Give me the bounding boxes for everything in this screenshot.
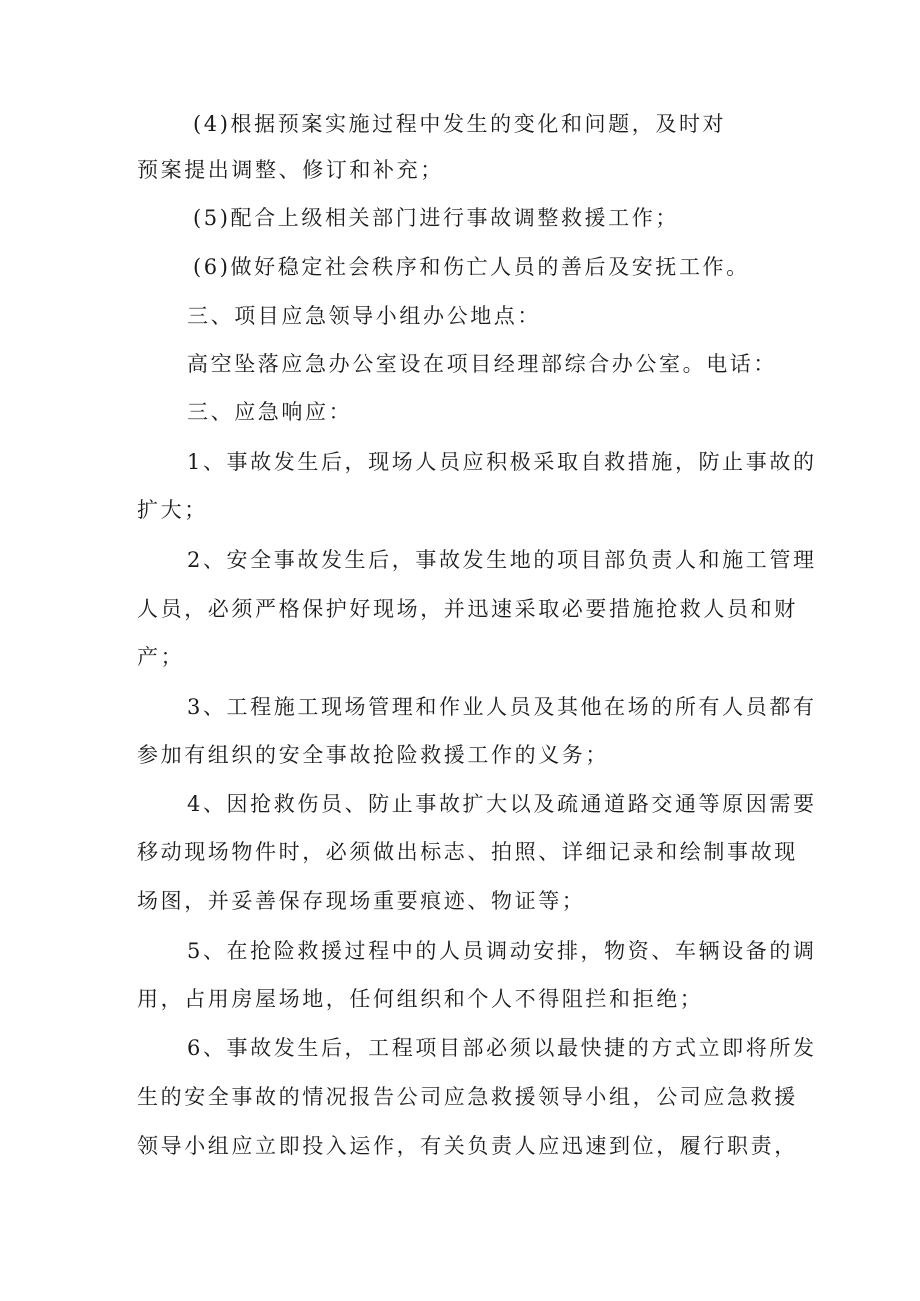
paragraph-line: (4)根据预案实施过程中发生的变化和问题，及时对 — [193, 112, 727, 136]
paragraph-line: 1、事故发生后，现场人员应积极采取自救措施，防止事故的 — [187, 450, 817, 474]
paragraph-line: 3、工程施工现场管理和作业人员及其他在场的所有人员都有 — [187, 695, 817, 719]
paragraph-line: 人员，必须严格保护好现场，并迅速采取必要措施抢救人员和财 — [137, 597, 798, 621]
paragraph-line: 4、因抢救伤员、防止事故扩大以及疏通道路交通等原因需要 — [187, 792, 817, 816]
paragraph-line: 预案提出调整、修订和补充； — [137, 158, 444, 182]
paragraph-line: 5、在抢险救援过程中的人员调动安排，物资、车辆设备的调 — [187, 939, 817, 963]
paragraph-line: 扩大； — [137, 498, 208, 522]
paragraph-line: 参加有组织的安全事故抢险救援工作的义务； — [137, 743, 609, 767]
paragraph-line: 用，占用房屋场地，任何组织和个人不得阻拦和拒绝； — [137, 987, 704, 1011]
paragraph-line: 产； — [137, 645, 185, 669]
paragraph-line: (5)配合上级相关部门进行事故调整救援工作； — [193, 206, 679, 230]
paragraph-line: (6)做好稳定社会秩序和伤亡人员的善后及安抚工作。 — [193, 255, 750, 279]
paragraph-line: 场图，并妥善保存现场重要痕迹、物证等； — [137, 889, 586, 913]
paragraph-line: 三、项目应急领导小组办公地点： — [187, 304, 541, 328]
paragraph-line: 三、应急响应： — [187, 400, 353, 424]
paragraph-line: 生的安全事故的情况报告公司应急救援领导小组，公司应急救援 — [137, 1085, 798, 1109]
paragraph-line: 6、事故发生后，工程项目部必须以最快捷的方式立即将所发 — [187, 1036, 817, 1060]
paragraph-line: 2、安全事故发生后，事故发生地的项目部负责人和施工管理 — [187, 548, 817, 572]
paragraph-line: 高空坠落应急办公室设在项目经理部综合办公室。电话： — [187, 352, 777, 376]
paragraph-line: 领导小组应立即投入运作，有关负责人应迅速到位，履行职责， — [137, 1134, 798, 1158]
paragraph-line: 移动现场物件时，必须做出标志、拍照、详细记录和绘制事故现 — [137, 840, 798, 864]
